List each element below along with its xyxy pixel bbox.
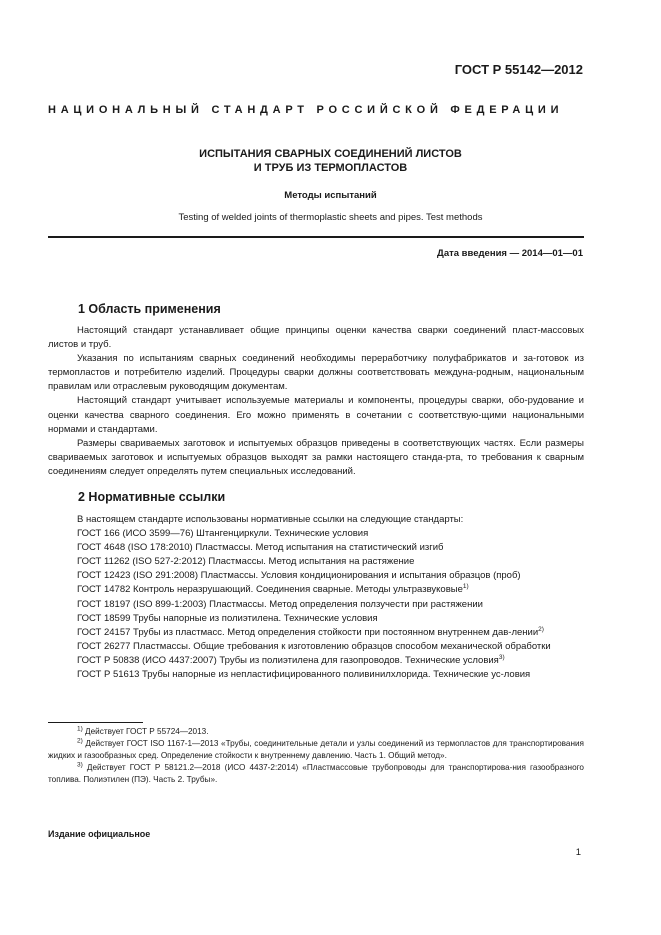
title-line-1: ИСПЫТАНИЯ СВАРНЫХ СОЕДИНЕНИЙ ЛИСТОВ (199, 148, 462, 160)
title-divider (48, 236, 584, 238)
paragraph: Настоящий стандарт учитывает используемые материалы и компоненты, процедуры сварки, обо-рудование и оценки качества сварного соединения. Его можно применять в сочетании с соответствую-щими национальными нормами и стандартами. (48, 395, 584, 435)
english-title: Testing of welded joints of thermoplastic sheets and pipes. Test methods (178, 212, 483, 223)
official-edition-label: Издание официальное (48, 829, 151, 839)
national-standard-banner: НАЦИОНАЛЬНЫЙ СТАНДАРТ РОССИЙСКОЙ ФЕДЕРАЦИИ (48, 104, 564, 116)
footnote: $^{2)}$ Действует ГОСТ ISO 1167-1—2013 «Трубы, соединительные детали и узлы соединений из термопластов для транспортирования жидких и газообразных сред. Определение стойкости к внутреннему давлению. Часть 1. Общий метод». (48, 737, 584, 760)
footnote-divider (48, 722, 143, 723)
footnote: $^{1)}$ Действует ГОСТ Р 55724—2013. (77, 725, 209, 736)
reference-item: ГОСТ 4648 (ISO 178:2010) Пластмассы. Метод испытания на статистический изгиб (77, 542, 444, 554)
reference-item: ГОСТ Р 51613 Трубы напорные из непластифицированного поливинилхлорида. Технические ус-ловия (77, 669, 531, 681)
footnotes (48, 726, 584, 786)
paragraph: Указания по испытаниям сварных соединений необходимы переработчику полуфабрикатов и за-готовок из термопластов и потребителю изделий. Процедуры сварки должны соответствовать междуна-родным, национальным правилам или отраслевым руководящим документам. (48, 353, 584, 393)
reference-item: ГОСТ 24157 Трубы из пластмасс. Метод определения стойкости при постоянном внутреннем дав-лении$^{2)}$ (77, 625, 544, 638)
section-1-heading: 1 Область применения (78, 302, 221, 316)
reference-item: ГОСТ 14782 Контроль неразрушающий. Соединения сварные. Методы ультразвуковые$^{1)}$ (77, 583, 469, 596)
normative-references-list (48, 513, 584, 682)
page-number: 1 (575, 847, 581, 858)
footnote: $^{3)}$ Действует ГОСТ Р 58121.2—2018 (ИСО 4437-2:2014) «Пластмассовые трубопроводы для транспортирова-ния газообразного топлива. Полиэтилен (ПЭ). Часть 2. Трубы». (48, 761, 584, 784)
reference-item: ГОСТ 166 (ИСО 3599—76) Штангенциркули. Технические условия (77, 528, 369, 540)
reference-item: ГОСТ 18599 Трубы напорные из полиэтилена. Технические условия (77, 612, 378, 624)
footnote-mark: 3) (498, 653, 505, 661)
title-line-2: И ТРУБ ИЗ ТЕРМОПЛАСТОВ (253, 162, 408, 174)
reference-item: ГОСТ 12423 (ISO 291:2008) Пластмассы. Условия кондиционирования и испытания образцов (проб) (77, 570, 521, 582)
standard-code: ГОСТ Р 55142—2012 (454, 62, 583, 77)
document-title (0, 147, 661, 175)
document-subtitle: Методы испытаний (284, 190, 377, 201)
paragraph: Размеры свариваемых заготовок и испытуемых образцов приведены в соответствующих частях. Если размеры свариваемых заготовок и испытуемых образцов выходят за рамки настоящего станда-рта, то требования к сварным соединениям следует определять путем специальных исследований. (48, 437, 584, 477)
introduction-date: Дата введения — 2014—01—01 (437, 248, 583, 259)
section-2-heading: 2 Нормативные ссылки (78, 490, 226, 504)
paragraph: Настоящий стандарт устанавливает общие принципы оценки качества сварки соединений пласт-массовых листов и труб. (48, 325, 584, 351)
reference-item: ГОСТ 11262 (ISO 527-2:2012) Пластмассы. Метод испытания на растяжение (77, 556, 415, 568)
section-1-body (48, 324, 584, 479)
reference-item: ГОСТ 26277 Пластмассы. Общие требования к изготовлению образцов способом механической обработки (77, 640, 551, 652)
footnote-mark: 1) (462, 583, 469, 591)
reference-item: ГОСТ 18197 (ISO 899-1:2003) Пластмассы. Метод определения ползучести при растяжении (77, 598, 483, 610)
references-lead: В настоящем стандарте использованы нормативные ссылки на следующие стандарты: (77, 514, 464, 525)
reference-item: ГОСТ Р 50838 (ИСО 4437:2007) Трубы из полиэтилена для газопроводов. Технические условия$^{3)}$ (77, 653, 505, 666)
footnote-mark: 2) (538, 625, 544, 633)
